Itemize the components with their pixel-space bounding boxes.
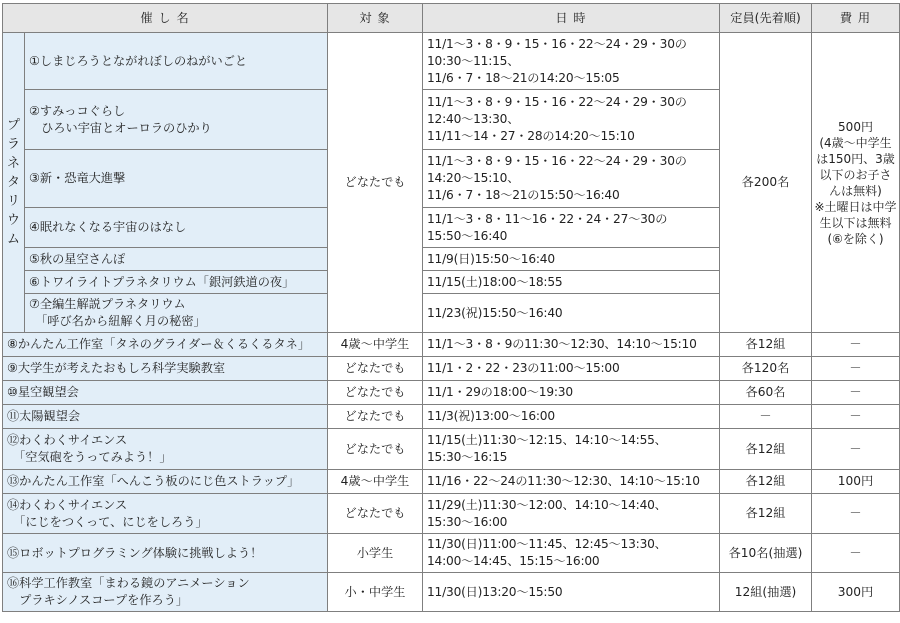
header-row [3, 4, 900, 33]
event-target: 4歳～中学生 [328, 470, 423, 494]
event-fee: － [812, 357, 900, 381]
event-datetime: 11/1・29の18:00～19:30 [423, 381, 720, 405]
event-datetime: 11/23(祝)15:50～16:40 [423, 294, 720, 333]
event-datetime: 11/1～3・8・11～16・22・24・27～30の 15:50～16:40 [423, 208, 720, 248]
event-name: ⑤秋の星空さんぽ [25, 248, 328, 271]
table-row [3, 429, 900, 470]
table-row [3, 470, 900, 494]
event-datetime: 11/3(祝)13:00～16:00 [423, 405, 720, 429]
event-capacity: 各10名(抽選) [720, 534, 812, 573]
event-name: ⑩星空観望会 [3, 381, 328, 405]
header-fee: 費 用 [812, 4, 900, 33]
event-capacity: 各60名 [720, 381, 812, 405]
event-target: 小・中学生 [328, 573, 423, 612]
event-name: ⑬かんたん工作室「へんこう板のにじ色ストラップ」 [3, 470, 328, 494]
event-datetime: 11/30(日)13:20～15:50 [423, 573, 720, 612]
event-name: ⑪太陽観望会 [3, 405, 328, 429]
table-row [3, 573, 900, 612]
event-capacity: 各12組 [720, 333, 812, 357]
event-name: ⑨大学生が考えたおもしろ科学実験教室 [3, 357, 328, 381]
event-target: どなたでも [328, 381, 423, 405]
table-row [3, 33, 900, 90]
table-row [3, 381, 900, 405]
event-datetime: 11/1～3・8・9・15・16・22～24・29・30の 12:40～13:30、 11/11～14・27・28の14:20～15:10 [423, 90, 720, 150]
event-name: ⑥トワイライトプラネタリウム「銀河鉄道の夜」 [25, 271, 328, 294]
event-name: ⑮ロボットプログラミング体験に挑戦しよう！ [3, 534, 328, 573]
event-datetime: 11/1～3・8・9・15・16・22～24・29・30の 14:20～15:10、 11/6・7・18～21の15:50～16:40 [423, 150, 720, 208]
table-row [3, 405, 900, 429]
event-name: ⑯科学工作教室「まわる鏡のアニメーション プラキシノスコープを作ろう」 [3, 573, 328, 612]
event-target: 4歳～中学生 [328, 333, 423, 357]
event-name: ⑭わくわくサイエンス 「にじをつくって、にじをしろう」 [3, 494, 328, 534]
event-name: ⑫わくわくサイエンス 「空気砲をうってみよう！」 [3, 429, 328, 470]
planetarium-category-cell [3, 33, 25, 333]
event-target: どなたでも [328, 357, 423, 381]
event-target: 小学生 [328, 534, 423, 573]
table-header [3, 4, 900, 33]
event-fee: － [812, 405, 900, 429]
header-datetime: 日 時 [423, 4, 720, 33]
event-datetime: 11/1～3・8・9の11:30～12:30、14:10～15:10 [423, 333, 720, 357]
event-fee: － [812, 494, 900, 534]
event-datetime: 11/30(日)11:00～11:45、12:45～13:30、 14:00～14:45、15:15～16:00 [423, 534, 720, 573]
event-target: どなたでも [328, 405, 423, 429]
event-schedule-table [2, 3, 900, 612]
event-name: ⑦全編生解説プラネタリウム 「呼び名から紐解く月の秘密」 [25, 294, 328, 333]
header-event-name: 催 し 名 [3, 4, 328, 33]
event-capacity: － [720, 405, 812, 429]
event-target: どなたでも [328, 494, 423, 534]
planetarium-capacity: 各200名 [720, 33, 812, 333]
planetarium-target: どなたでも [328, 33, 423, 333]
event-fee: － [812, 333, 900, 357]
table-row [3, 333, 900, 357]
event-datetime: 11/15(土)18:00～18:55 [423, 271, 720, 294]
event-target: どなたでも [328, 429, 423, 470]
event-name: ⑧かんたん工作室「タネのグライダー＆くるくるタネ」 [3, 333, 328, 357]
event-datetime: 11/16・22～24の11:30～12:30、14:10～15:10 [423, 470, 720, 494]
event-name: ②すみっコぐらし ひろい宇宙とオーロラのひかり [25, 90, 328, 150]
event-name: ③新・恐竜大進撃 [25, 150, 328, 208]
event-capacity: 12組(抽選) [720, 573, 812, 612]
table-row [3, 534, 900, 573]
event-fee: － [812, 429, 900, 470]
event-datetime: 11/1・2・22・23の11:00～15:00 [423, 357, 720, 381]
header-target: 対 象 [328, 4, 423, 33]
table-body [3, 33, 900, 612]
header-capacity: 定員(先着順) [720, 4, 812, 33]
event-capacity: 各120名 [720, 357, 812, 381]
event-datetime: 11/1～3・8・9・15・16・22～24・29・30の 10:30～11:15、 11/6・7・18～21の14:20～15:05 [423, 33, 720, 90]
planetarium-fee: 500円 (4歳～中学生は150円、3歳以下のお子さんは無料) ※土曜日は中学生以下は無料(⑥を除く) [812, 33, 900, 333]
table-row [3, 494, 900, 534]
event-name: ④眠れなくなる宇宙のはなし [25, 208, 328, 248]
planetarium-category-label: プラネタリウム [7, 118, 21, 247]
event-name: ①しまじろうとながれぼしのねがいごと [25, 33, 328, 90]
event-datetime: 11/29(土)11:30～12:00、14:10～14:40、 15:30～16:00 [423, 494, 720, 534]
event-capacity: 各12組 [720, 429, 812, 470]
event-fee: 100円 [812, 470, 900, 494]
event-fee: 300円 [812, 573, 900, 612]
event-fee: － [812, 534, 900, 573]
event-capacity: 各12組 [720, 470, 812, 494]
table-row [3, 357, 900, 381]
event-datetime: 11/15(土)11:30～12:15、14:10～14:55、 15:30～16:15 [423, 429, 720, 470]
event-datetime: 11/9(日)15:50～16:40 [423, 248, 720, 271]
event-capacity: 各12組 [720, 494, 812, 534]
event-fee: － [812, 381, 900, 405]
